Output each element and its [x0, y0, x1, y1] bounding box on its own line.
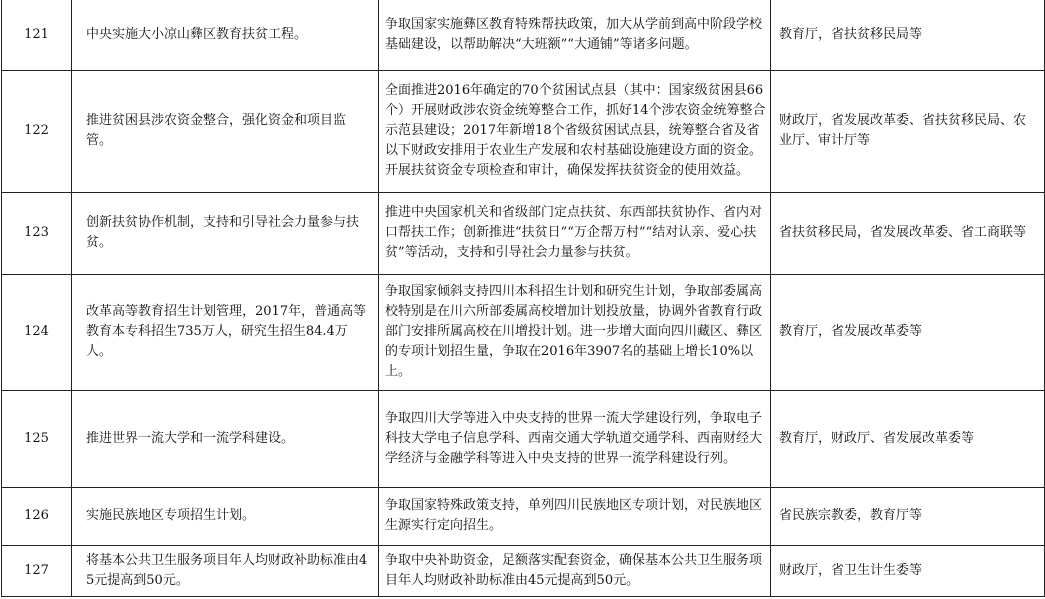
task-text: 推进中央国家机关和省级部门定点扶贫、东西部扶贫协作、省内对口帮扶工作；创新推进“扶贫日”“万企帮万村”“结对认亲、爱心扶贫”等活动，支持和引导社会力量参与扶贫。	[385, 205, 763, 260]
department-text: 财政厅，省发展改革委、省扶贫移民局、农业厅、审计厅等	[779, 113, 1027, 148]
department-text: 省民族宗教委，教育厅等	[779, 508, 923, 523]
task-text: 争取国家特殊政策支持，单列四川民族地区专项计划，对民族地区生源实行定向招生。	[385, 498, 763, 533]
row-number: 124	[2, 274, 72, 390]
table-row	[2, 70, 1045, 192]
task-cell	[379, 0, 771, 70]
table-row	[2, 192, 1045, 274]
measure-text: 实施民族地区专项招生计划。	[86, 508, 256, 523]
task-cell	[379, 274, 771, 390]
measure-cell	[72, 545, 379, 596]
task-cell	[379, 70, 771, 192]
table-row	[2, 545, 1045, 596]
task-text: 全面推进2016年确定的70个贫困试点县（其中：国家级贫困县66个）开展财政涉农资金统筹整合工作，抓好14个涉农资金统筹整合示范县建设；2017年新增18个省级贫困试点县，统筹整合省及省以下财政安排用于农业生产发展和农村基础设施建设方面的资金。开展扶贫资金专项检查和审计，确保发挥扶贫资金的使用效益。	[385, 83, 766, 178]
task-cell	[379, 390, 771, 487]
department-cell	[771, 192, 1045, 274]
row-number: 122	[2, 70, 72, 192]
measure-text: 推进世界一流大学和一流学科建设。	[86, 430, 295, 446]
measure-text: 推进贫困县涉农资金整合，强化资金和项目监管。	[86, 113, 347, 148]
department-cell	[771, 274, 1045, 390]
department-cell	[771, 0, 1045, 70]
measure-cell	[72, 487, 379, 545]
measure-text: 中央实施大小凉山彝区教育扶贫工程。	[86, 26, 308, 42]
task-cell	[379, 192, 771, 274]
department-text: 财政厅，省卫生计生委等	[779, 562, 923, 578]
department-text: 教育厅，省发展改革委等	[779, 324, 923, 339]
department-cell	[771, 390, 1045, 487]
table-row	[2, 0, 1045, 70]
row-number: 127	[2, 545, 72, 596]
row-number: 125	[2, 390, 72, 487]
row-number: 126	[2, 487, 72, 545]
policy-table	[1, 0, 1045, 597]
task-text: 争取国家倾斜支持四川本科招生计划和研究生计划，争取部委属高校特别是在川六所部委属高校增加计划投放量，协调外省教育行政部门安排所属高校在川增投计划。进一步增大面向四川藏区、彝区的专项计划招生量，争取在2016年3907名的基础上增长10%以上。	[385, 284, 763, 379]
department-text: 省扶贫移民局，省发展改革委、省工商联等	[779, 225, 1027, 240]
measure-cell	[72, 0, 379, 70]
task-text: 争取四川大学等进入中央支持的世界一流大学建设行列，争取电子科技大学电子信息学科、西南交通大学轨道交通学科、西南财经大学经济与金融学科等进入中央支持的世界一流学科建设行列。	[385, 410, 763, 466]
task-text: 争取中央补助资金，足额落实配套资金，确保基本公共卫生服务项目年人均财政补助标准由45元提高到50元。	[385, 552, 763, 588]
table-row	[2, 274, 1045, 390]
department-text: 教育厅，财政厅、省发展改革委等	[779, 430, 975, 446]
measure-cell	[72, 70, 379, 192]
department-cell	[771, 545, 1045, 596]
measure-cell	[72, 192, 379, 274]
department-text: 教育厅，省扶贫移民局等	[779, 26, 923, 42]
table-row	[2, 390, 1045, 487]
measure-cell	[72, 274, 379, 390]
department-cell	[771, 70, 1045, 192]
task-cell	[379, 487, 771, 545]
table-row	[2, 487, 1045, 545]
measure-cell	[72, 390, 379, 487]
measure-text: 创新扶贫协作机制，支持和引导社会力量参与扶贫。	[86, 215, 360, 250]
row-number: 123	[2, 192, 72, 274]
measure-text: 将基本公共卫生服务项目年人均财政补助标准由45元提高到50元。	[86, 552, 368, 588]
task-cell	[379, 545, 771, 596]
row-number: 121	[2, 0, 72, 70]
department-cell	[771, 487, 1045, 545]
task-text: 争取国家实施彝区教育特殊帮扶政策，加大从学前到高中阶段学校基础建设，以帮助解决“大班额”“大通铺”等诸多问题。	[385, 16, 763, 52]
measure-text: 改革高等教育招生计划管理，2017年，普通高等教育本专科招生735万人，研究生招生84.4万人。	[86, 304, 367, 359]
